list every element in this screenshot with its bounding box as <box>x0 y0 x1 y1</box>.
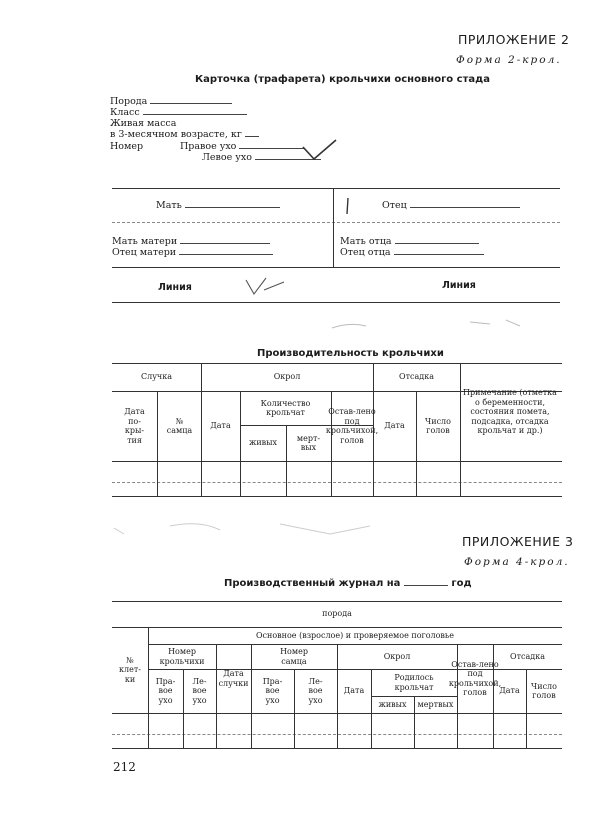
live-weight-label-1: Живая масса <box>110 118 177 129</box>
jr-hdr-buck-right: Пра-вое ухо <box>262 676 283 705</box>
prod-row-rule <box>112 482 562 483</box>
jr-hdr-wean-date: Дата <box>499 686 520 696</box>
jr-hdr-born: Родилось крольчат <box>394 673 434 692</box>
mothers-father-label: Отец матери <box>112 247 177 258</box>
right-ear-line[interactable] <box>239 148 305 149</box>
weight-line[interactable] <box>245 136 259 137</box>
handwritten-check-icon <box>300 137 340 163</box>
father-field <box>382 200 520 211</box>
father-line[interactable] <box>410 207 520 208</box>
hdr-male-no: № самца <box>166 416 193 435</box>
hdr-mating: Случка <box>141 372 172 382</box>
live-weight-label-2: в 3-месячном возрасте, кг <box>110 129 242 140</box>
mother-label: Мать <box>156 200 182 211</box>
jr-hdr-doe-no: Номер крольчихи <box>159 647 205 666</box>
fathers-mother-field <box>340 236 484 247</box>
year-word: год <box>451 578 472 589</box>
breed-label: Порода <box>110 96 148 107</box>
hdr-left-under: Остав-лено под крольчихой, голов <box>325 407 379 445</box>
father-label: Отец <box>382 200 407 211</box>
jr-hdr-right-ear: Пра-вое ухо <box>155 676 176 705</box>
fathers-mother-line[interactable] <box>395 243 479 244</box>
paternal-grandparents <box>340 236 484 258</box>
right-ear-label: Правое ухо <box>180 141 237 152</box>
fathers-father-field <box>340 247 484 258</box>
jr-hdr-cage-no: № клет-ки <box>119 655 141 684</box>
page-number: 212 <box>113 760 136 774</box>
weight-field <box>110 129 259 140</box>
jr-hdr-left-under: Остав-лено под крольчихой, голов <box>448 659 502 697</box>
mothers-father-line[interactable] <box>179 254 273 255</box>
hdr-alive: живых <box>248 438 278 448</box>
mothers-mother-field <box>112 236 273 247</box>
mothers-mother-label: Мать матери <box>112 236 178 247</box>
right-ear-field <box>180 141 305 152</box>
jr-hdr-date: Дата <box>343 686 365 696</box>
handwritten-scribble-icon <box>244 276 290 298</box>
class-field <box>110 107 259 118</box>
fathers-father-line[interactable] <box>394 254 484 255</box>
journal-title: Производственный журнал на <box>224 578 401 589</box>
jr-hdr-left-ear: Ле-вое ухо <box>192 676 207 705</box>
jr-hdr-buck-left: Ле-вое ухо <box>308 676 323 705</box>
basic-fields <box>110 96 259 140</box>
class-label: Класс <box>110 107 140 118</box>
pen-mark-icon <box>342 196 354 216</box>
year-line[interactable] <box>404 585 448 586</box>
hdr-dead: мерт-вых <box>296 433 321 452</box>
jr-hdr-kindling: Окрол <box>383 651 411 661</box>
jr-hdr-mating-date: Дата случки <box>218 669 249 688</box>
card-title: Карточка (трафарета) крольчихи основного стада <box>195 74 490 85</box>
jr-hdr-alive: живых <box>378 699 407 709</box>
hdr-kits-count: Количество крольчат <box>260 398 311 417</box>
jr-hdr-weaning: Отсадка <box>510 651 545 661</box>
breed-line[interactable] <box>150 103 232 104</box>
hdr-mating-date: Дата по-кры-тия <box>124 407 145 445</box>
hdr-wean-count: Число голов <box>425 416 451 435</box>
hdr-note: Примечание (отметка о беременности, состояния помета, подсадка, отсадка крольчат и др.) <box>463 388 557 436</box>
left-ear-label: Левое ухо <box>202 152 252 163</box>
appendix-3-heading: ПРИЛОЖЕНИЕ 3 <box>462 534 574 549</box>
hdr-weaning: Отсадка <box>399 372 434 382</box>
parents-top-rule <box>112 188 560 189</box>
jr-hdr-breed: порода <box>322 609 352 619</box>
maternal-grandparents <box>112 236 273 258</box>
hdr-kindling-date: Дата <box>210 421 231 431</box>
line-rule <box>112 302 560 303</box>
prod-table-bottom <box>112 496 562 497</box>
breed-field <box>110 96 259 107</box>
hdr-wean-date: Дата <box>384 421 405 431</box>
jr-hdr-main-stock: Основное (взрослое) и проверяемое поголовье <box>255 630 455 640</box>
mother-line[interactable] <box>185 207 280 208</box>
hdr-kindling: Окрол <box>273 372 301 382</box>
productivity-title: Производительность крольчихи <box>257 348 444 359</box>
mothers-mother-line[interactable] <box>180 243 270 244</box>
journal-title-field <box>224 578 472 589</box>
mother-field <box>156 200 280 211</box>
line-label-right: Линия <box>442 280 476 291</box>
faint-bleed-marks-icon <box>330 316 530 336</box>
appendix-2-heading: ПРИЛОЖЕНИЕ 2 <box>458 32 570 47</box>
jr-hdr-dead: мертвых <box>417 699 454 709</box>
fathers-father-label: Отец отца <box>340 247 391 258</box>
fathers-mother-label: Мать отца <box>340 236 392 247</box>
parents-bottom-rule <box>112 267 560 268</box>
faint-bleed-marks-2-icon <box>110 516 390 546</box>
journal-table-bottom <box>112 748 562 749</box>
parents-divider <box>333 188 334 267</box>
form-4-code: Форма 4-крол. <box>464 556 570 568</box>
class-line[interactable] <box>143 114 247 115</box>
line-label-left: Линия <box>158 282 192 293</box>
mothers-father-field <box>112 247 273 258</box>
number-label: Номер <box>110 141 144 152</box>
form-2-code: Форма 2-крол. <box>456 54 562 66</box>
jr-hdr-buck-no: Номер самца <box>280 647 308 666</box>
jr-hdr-wean-count: Число голов <box>531 681 557 700</box>
parents-mid-rule <box>112 222 560 223</box>
prod-header-bottom <box>112 461 562 462</box>
